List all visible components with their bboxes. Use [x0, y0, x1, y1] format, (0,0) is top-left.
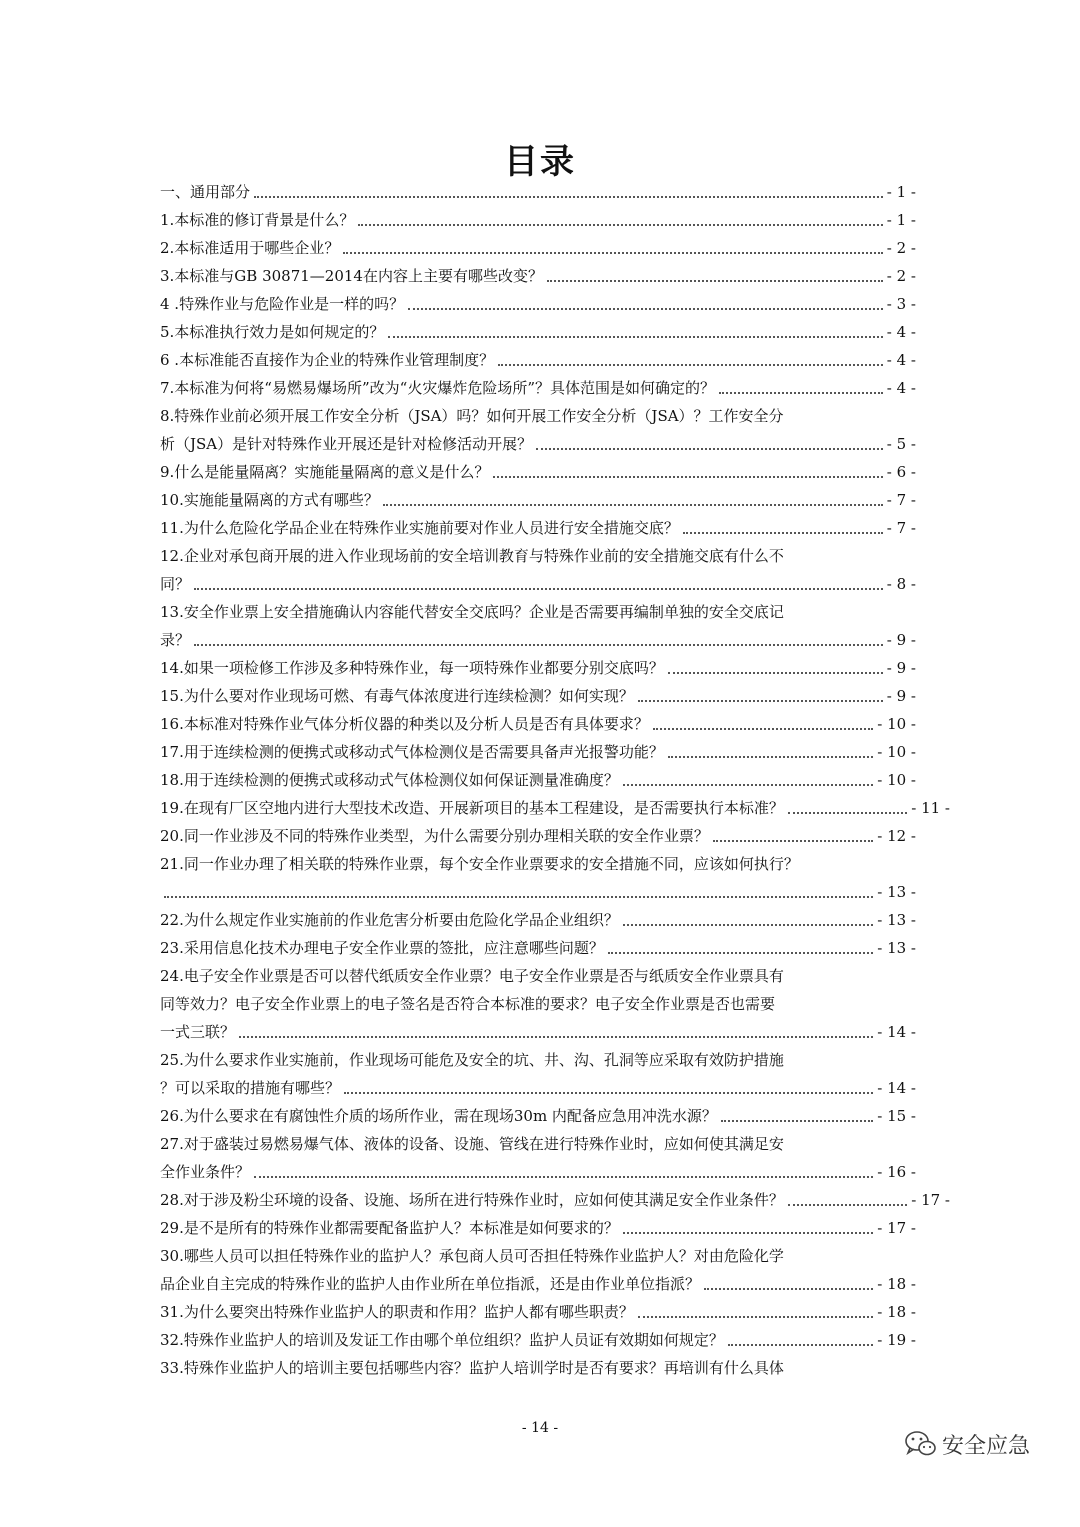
toc-entry-text: 10.实施能量隔离的方式有哪些？: [160, 491, 379, 509]
toc-entry[interactable]: [160, 346, 916, 374]
toc-entry-text: 30.哪些人员可以担任特殊作业的监护人？承包商人员可否担任特殊作业监护人？对由危险化学: [160, 1247, 784, 1265]
dot-leader: [638, 1316, 873, 1318]
toc-entry-text: 品企业自主完成的特殊作业的监护人由作业所在单位指派，还是由作业单位指派？: [160, 1275, 701, 1293]
toc-entry[interactable]: [160, 1326, 916, 1354]
toc-page-number: - 10 -: [877, 771, 916, 789]
dot-leader: [638, 700, 883, 702]
dot-leader: [668, 756, 873, 758]
toc-page-number: - 17 -: [911, 1191, 950, 1209]
toc-entry-text: 21.同一作业办理了相关联的特殊作业票，每个安全作业票要求的安全措施不同，应该如何执行？: [160, 855, 799, 873]
toc-page-number: - 9 -: [886, 687, 916, 705]
dot-leader: [788, 1204, 907, 1206]
toc-page-number: - 9 -: [886, 631, 916, 649]
toc-page-number: - 4 -: [886, 379, 916, 397]
dot-leader: [358, 224, 882, 226]
dot-leader: [164, 896, 873, 898]
toc-page-number: - 14 -: [877, 1079, 916, 1097]
toc-entry[interactable]: [160, 962, 916, 1046]
toc-entry[interactable]: [160, 598, 916, 654]
toc-page-number: - 5 -: [886, 435, 916, 453]
toc-entry-text: 13.安全作业票上安全措施确认内容能代替安全交底吗？企业是否需要再编制单独的安全交底记: [160, 603, 784, 621]
dot-leader: [493, 476, 882, 478]
toc-page-number: - 18 -: [877, 1275, 916, 1293]
toc-entry-text: 19.在现有厂区空地内进行大型技术改造、开展新项目的基本工程建设，是否需要执行本标准？: [160, 799, 784, 817]
toc-entry-text: 全作业条件？: [160, 1163, 251, 1181]
toc-page-number: - 2 -: [886, 267, 916, 285]
dot-leader: [668, 672, 883, 674]
table-of-contents: [160, 178, 950, 1382]
toc-entry[interactable]: [160, 1242, 916, 1298]
toc-page-number: - 4 -: [886, 323, 916, 341]
dot-leader: [254, 1176, 873, 1178]
toc-entry[interactable]: [160, 1046, 916, 1102]
toc-entry[interactable]: [160, 1130, 916, 1186]
toc-entry-text: 一、通用部分: [160, 183, 251, 201]
toc-page-number: - 16 -: [877, 1163, 916, 1181]
toc-entry-text: 4 .特殊作业与危险作业是一样的吗？: [160, 295, 405, 313]
toc-entry-text: 8.特殊作业前必须开展工作安全分析（JSA）吗？如何开展工作安全分析（JSA）？工作安全分: [160, 407, 784, 425]
dot-leader: [721, 1120, 873, 1122]
toc-entry-text: 31.为什么要突出特殊作业监护人的职责和作用？监护人都有哪些职责？: [160, 1303, 634, 1321]
dot-leader: [344, 1092, 873, 1094]
toc-page-number: - 13 -: [877, 939, 916, 957]
toc-entry[interactable]: [160, 822, 916, 850]
toc-entry-text: 5.本标准执行效力是如何规定的？: [160, 323, 385, 341]
toc-entry-text: 32.特殊作业监护人的培训及发证工作由哪个单位组织？监护人员证有效期如何规定？: [160, 1331, 724, 1349]
page-title: 目录: [504, 142, 576, 182]
dot-leader: [704, 1288, 873, 1290]
dot-leader: [719, 392, 883, 394]
toc-entry[interactable]: [160, 906, 916, 934]
toc-page-number: - 13 -: [877, 883, 916, 901]
toc-entry[interactable]: [160, 1214, 916, 1242]
dot-leader: [343, 252, 882, 254]
toc-entry[interactable]: [160, 1354, 916, 1382]
toc-entry-text: 录？: [160, 631, 191, 649]
toc-entry[interactable]: [160, 178, 916, 206]
toc-page-number: - 13 -: [877, 911, 916, 929]
toc-entry[interactable]: [160, 654, 916, 682]
toc-page-number: - 2 -: [886, 239, 916, 257]
toc-entry-text: 16.本标准对特殊作业气体分析仪器的种类以及分析人员是否有具体要求？: [160, 715, 649, 733]
toc-entry[interactable]: [160, 374, 916, 402]
toc-entry[interactable]: [160, 682, 916, 710]
toc-page-number: - 1 -: [886, 183, 916, 201]
dot-leader: [194, 588, 883, 590]
toc-page-number: - 14 -: [877, 1023, 916, 1041]
toc-entry[interactable]: [160, 1102, 916, 1130]
toc-page-number: - 11 -: [911, 799, 950, 817]
dot-leader: [608, 952, 873, 954]
dot-leader: [536, 448, 883, 450]
toc-entry-text: 6 .本标准能否直接作为企业的特殊作业管理制度？: [160, 351, 495, 369]
toc-entry[interactable]: [160, 850, 916, 906]
toc-page-number: - 6 -: [886, 463, 916, 481]
toc-entry-text: 29.是不是所有的特殊作业都需要配备监护人？本标准是如何要求的？: [160, 1219, 619, 1237]
watermark: [904, 1426, 1030, 1462]
toc-entry-text: 27.对于盛装过易燃易爆气体、液体的设备、设施、管线在进行特殊作业时，应如何使其满足安: [160, 1135, 784, 1153]
toc-entry-text: 22.为什么规定作业实施前的作业危害分析要由危险化学品企业组织？: [160, 911, 619, 929]
toc-page-number: - 1 -: [886, 211, 916, 229]
dot-leader: [713, 840, 873, 842]
toc-entry[interactable]: [160, 458, 916, 486]
dot-leader: [408, 308, 883, 310]
toc-entry-text: 24.电子安全作业票是否可以替代纸质安全作业票？电子安全作业票是否与纸质安全作业票具有: [160, 967, 784, 985]
dot-leader: [653, 728, 873, 730]
toc-entry[interactable]: [160, 710, 916, 738]
toc-entry[interactable]: [160, 290, 916, 318]
toc-entry[interactable]: [160, 402, 916, 458]
dot-leader: [383, 504, 883, 506]
toc-entry[interactable]: [160, 262, 916, 290]
toc-entry-text: 23.采用信息化技术办理电子安全作业票的签批，应注意哪些问题？: [160, 939, 604, 957]
dot-leader: [788, 812, 907, 814]
toc-entry-text: 17.用于连续检测的便携式或移动式气体检测仪是否需要具备声光报警功能？: [160, 743, 664, 761]
toc-entry-text: 15.为什么要对作业现场可燃、有毒气体浓度进行连续检测？如何实现？: [160, 687, 634, 705]
toc-entry-text: 20.同一作业涉及不同的特殊作业类型，为什么需要分别办理相关联的安全作业票？: [160, 827, 709, 845]
toc-page-number: - 7 -: [886, 519, 916, 537]
toc-page-number: - 15 -: [877, 1107, 916, 1125]
toc-entry-text: ？可以采取的措施有哪些？: [160, 1079, 341, 1097]
toc-page-number: - 7 -: [886, 491, 916, 509]
toc-page-number: - 17 -: [877, 1219, 916, 1237]
toc-entry[interactable]: [160, 766, 916, 794]
toc-entry[interactable]: [160, 206, 916, 234]
toc-entry-text: 9.什么是能量隔离？实施能量隔离的意义是什么？: [160, 463, 490, 481]
toc-entry[interactable]: [160, 1298, 916, 1326]
toc-page-number: - 10 -: [877, 743, 916, 761]
wechat-icon: [904, 1430, 936, 1458]
toc-entry[interactable]: [160, 738, 916, 766]
toc-page-number: - 10 -: [877, 715, 916, 733]
dot-leader: [388, 336, 882, 338]
toc-entry-text: 11.为什么危险化学品企业在特殊作业实施前要对作业人员进行安全措施交底？: [160, 519, 679, 537]
toc-entry-text: 14.如果一项检修工作涉及多种特殊作业，每一项特殊作业都要分别交底吗？: [160, 659, 664, 677]
toc-entry-text: 2.本标准适用于哪些企业？: [160, 239, 340, 257]
toc-page-number: - 12 -: [877, 827, 916, 845]
toc-entry[interactable]: [160, 486, 916, 514]
toc-entry-text: 33.特殊作业监护人的培训主要包括哪些内容？监护人培训学时是否有要求？再培训有什么具体: [160, 1359, 784, 1377]
dot-leader: [623, 1232, 873, 1234]
toc-entry[interactable]: [160, 934, 916, 962]
watermark-text: 安全应急: [942, 1433, 1031, 1459]
toc-entry-text: 析（JSA）是针对特殊作业开展还是针对检修活动开展？: [160, 435, 533, 453]
toc-entry-text: 3.本标准与GB 30871—2014在内容上主要有哪些改变？: [160, 267, 543, 285]
toc-page-number: - 8 -: [886, 575, 916, 593]
dot-leader: [547, 280, 883, 282]
toc-entry-text: 26.为什么要求在有腐蚀性介质的场所作业，需在现场30m 内配备应急用冲洗水源？: [160, 1107, 717, 1125]
toc-entry[interactable]: [160, 542, 916, 598]
toc-entry[interactable]: [160, 794, 950, 822]
dot-leader: [239, 1036, 873, 1038]
toc-entry-text: 一式三联？: [160, 1023, 236, 1041]
dot-leader: [683, 532, 883, 534]
toc-entry[interactable]: [160, 514, 916, 542]
page-number: - 14 -: [521, 1420, 559, 1436]
toc-entry-text: 25.为什么要求作业实施前，作业现场可能危及安全的坑、井、沟、孔洞等应采取有效防护措施: [160, 1051, 784, 1069]
toc-entry-text: 同等效力？电子安全作业票上的电子签名是否符合本标准的要求？电子安全作业票是否也需要: [160, 995, 776, 1013]
toc-entry-text: 18.用于连续检测的便携式或移动式气体检测仪如何保证测量准确度？: [160, 771, 619, 789]
toc-page-number: - 4 -: [886, 351, 916, 369]
toc-entry-text: 同？: [160, 575, 191, 593]
toc-page-number: - 9 -: [886, 659, 916, 677]
toc-entry-text: 1.本标准的修订背景是什么？: [160, 211, 355, 229]
dot-leader: [623, 784, 873, 786]
dot-leader: [254, 196, 883, 198]
toc-entry[interactable]: [160, 318, 916, 346]
toc-entry-text: 28.对于涉及粉尘环境的设备、设施、场所在进行特殊作业时，应如何使其满足安全作业条件？: [160, 1191, 784, 1209]
dot-leader: [498, 364, 883, 366]
dot-leader: [194, 644, 883, 646]
dot-leader: [728, 1344, 873, 1346]
toc-entry[interactable]: [160, 234, 916, 262]
dot-leader: [623, 924, 873, 926]
toc-page-number: - 18 -: [877, 1303, 916, 1321]
toc-entry-text: 7.本标准为何将“易燃易爆场所”改为“火灾爆炸危险场所”？具体范围是如何确定的？: [160, 379, 715, 397]
toc-entry[interactable]: [160, 1186, 950, 1214]
toc-page-number: - 3 -: [886, 295, 916, 313]
toc-page-number: - 19 -: [877, 1331, 916, 1349]
toc-entry-text: 12.企业对承包商开展的进入作业现场前的安全培训教育与特殊作业前的安全措施交底有什么不: [160, 547, 784, 565]
